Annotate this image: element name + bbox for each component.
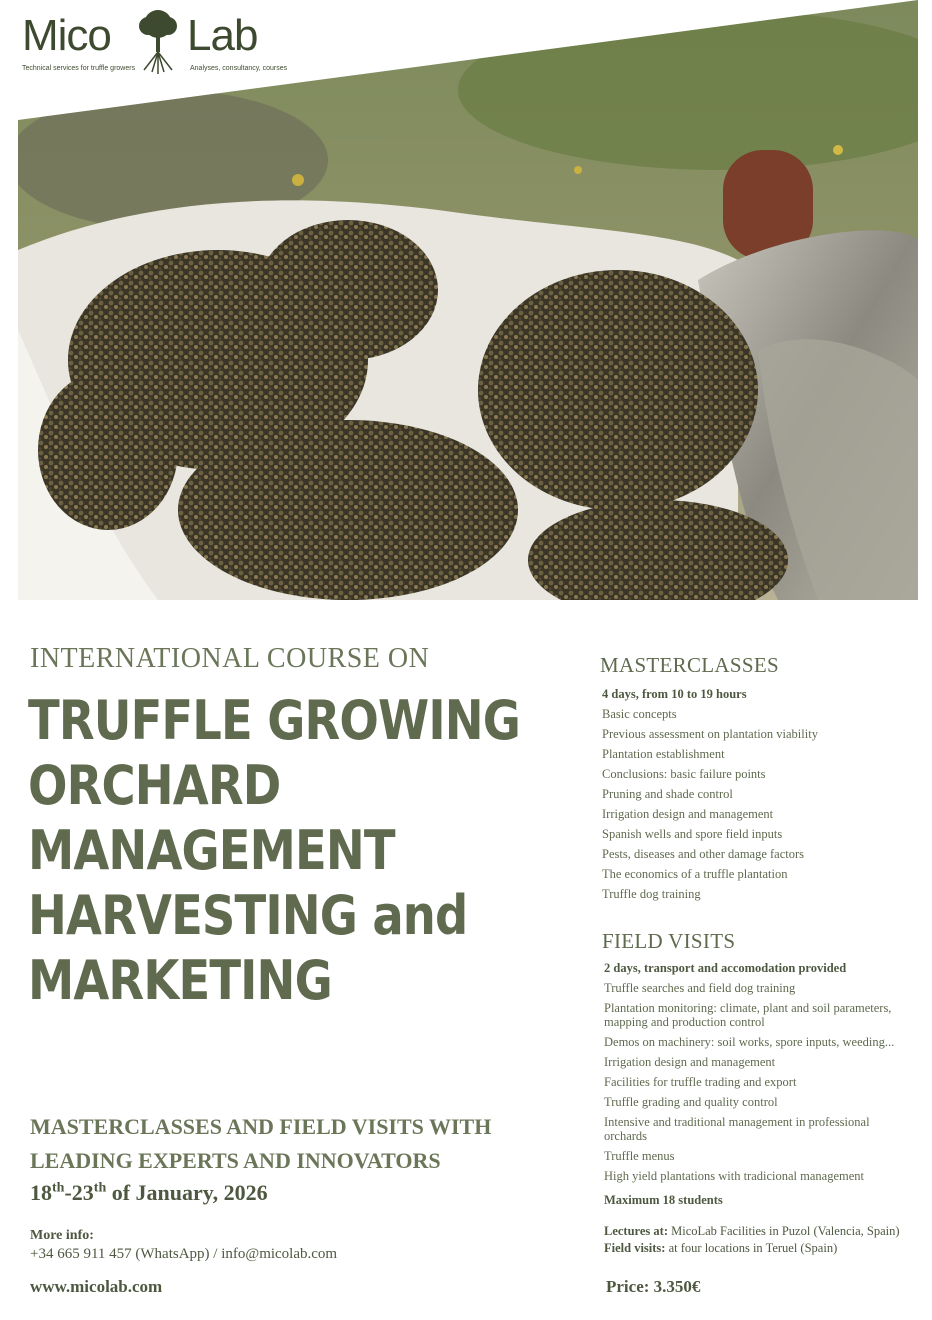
title-line: HARVESTING and bbox=[28, 884, 468, 947]
list-item: Conclusions: basic failure points bbox=[602, 767, 766, 781]
subtitle-line: LEADING EXPERTS AND INNOVATORS bbox=[30, 1148, 441, 1173]
date-start-suffix: th bbox=[52, 1180, 65, 1196]
title-line: ORCHARD bbox=[28, 754, 281, 817]
max-students-text: Maximum 18 students bbox=[604, 1193, 723, 1207]
date-end: -23 bbox=[64, 1180, 94, 1205]
list-item: Demos on machinery: soil works, spore inputs, weeding... bbox=[604, 1035, 895, 1049]
field-visits-list bbox=[604, 961, 914, 1189]
list-item: Truffle grading and quality control bbox=[604, 1095, 778, 1109]
field-visits-heading: FIELD VISITS bbox=[602, 929, 736, 953]
date-end-suffix: th bbox=[93, 1180, 107, 1196]
list-item: Pests, diseases and other damage factors bbox=[602, 847, 805, 861]
logo-tagline-left: Technical services for truffle growers bbox=[22, 65, 136, 72]
website-link[interactable]: www.micolab.com bbox=[30, 1277, 163, 1296]
list-item: Intensive and traditional management in professional orchards bbox=[604, 1115, 870, 1143]
logo-mico-text: Mico bbox=[22, 11, 111, 60]
course-dates bbox=[30, 1180, 268, 1206]
title-line: TRUFFLE GROWING bbox=[28, 689, 521, 752]
course-kicker: INTERNATIONAL COURSE ON bbox=[30, 643, 430, 674]
list-item: Truffle menus bbox=[604, 1149, 675, 1163]
subtitle-line: MASTERCLASSES AND FIELD VISITS WITH bbox=[30, 1114, 492, 1139]
masterclasses-list bbox=[602, 687, 922, 907]
course-subtitle bbox=[30, 1110, 491, 1178]
lectures-value: MicoLab Facilities in Puzol (Valencia, Spain) bbox=[667, 1224, 900, 1238]
title-line: MARKETING bbox=[28, 949, 332, 1012]
list-item: Pruning and shade control bbox=[602, 787, 733, 801]
list-item: 2 days, transport and accomodation provided bbox=[604, 961, 847, 975]
truffles-photo bbox=[18, 0, 918, 600]
list-item: 4 days, from 10 to 19 hours bbox=[602, 687, 747, 701]
list-item: The economics of a truffle plantation bbox=[602, 867, 788, 881]
visits-value: at four locations in Teruel (Spain) bbox=[665, 1241, 838, 1255]
logo-tagline-right: Analyses, consultancy, courses bbox=[190, 65, 288, 72]
date-month-year: of January, 2026 bbox=[106, 1180, 268, 1205]
list-item: Spanish wells and spore field inputs bbox=[602, 827, 783, 841]
course-price: Price: 3.350€ bbox=[606, 1277, 701, 1296]
title-line: MANAGEMENT bbox=[28, 819, 395, 882]
lectures-label: Lectures at: bbox=[604, 1224, 668, 1238]
list-item: High yield plantations with tradicional management bbox=[604, 1169, 865, 1183]
list-item: Basic concepts bbox=[602, 707, 677, 721]
logo-lab-text: Lab bbox=[187, 11, 258, 60]
list-item: Facilities for truffle trading and export bbox=[604, 1075, 797, 1089]
list-item: Truffle dog training bbox=[602, 887, 701, 901]
field-visits-location bbox=[604, 1240, 837, 1256]
tree-icon bbox=[132, 6, 184, 74]
list-item: Irrigation design and management bbox=[602, 807, 774, 821]
more-info-label: More info: bbox=[30, 1228, 94, 1243]
masterclasses-heading: MASTERCLASSES bbox=[600, 653, 779, 677]
list-item: Plantation establishment bbox=[602, 747, 725, 761]
list-item: Irrigation design and management bbox=[604, 1055, 776, 1069]
list-item: Previous assessment on plantation viability bbox=[602, 727, 818, 741]
contact-details[interactable]: +34 665 911 457 (WhatsApp) / info@micolab.com bbox=[30, 1246, 338, 1262]
max-students bbox=[604, 1192, 723, 1208]
list-item: Plantation monitoring: climate, plant and soil parameters, mapping and production control bbox=[604, 1001, 892, 1029]
micolab-logo bbox=[22, 6, 292, 76]
visits-label: Field visits: bbox=[604, 1241, 666, 1255]
date-start: 18 bbox=[30, 1180, 52, 1205]
lectures-location bbox=[604, 1223, 900, 1239]
list-item: Truffle searches and field dog training bbox=[604, 981, 796, 995]
course-title bbox=[28, 688, 521, 1013]
